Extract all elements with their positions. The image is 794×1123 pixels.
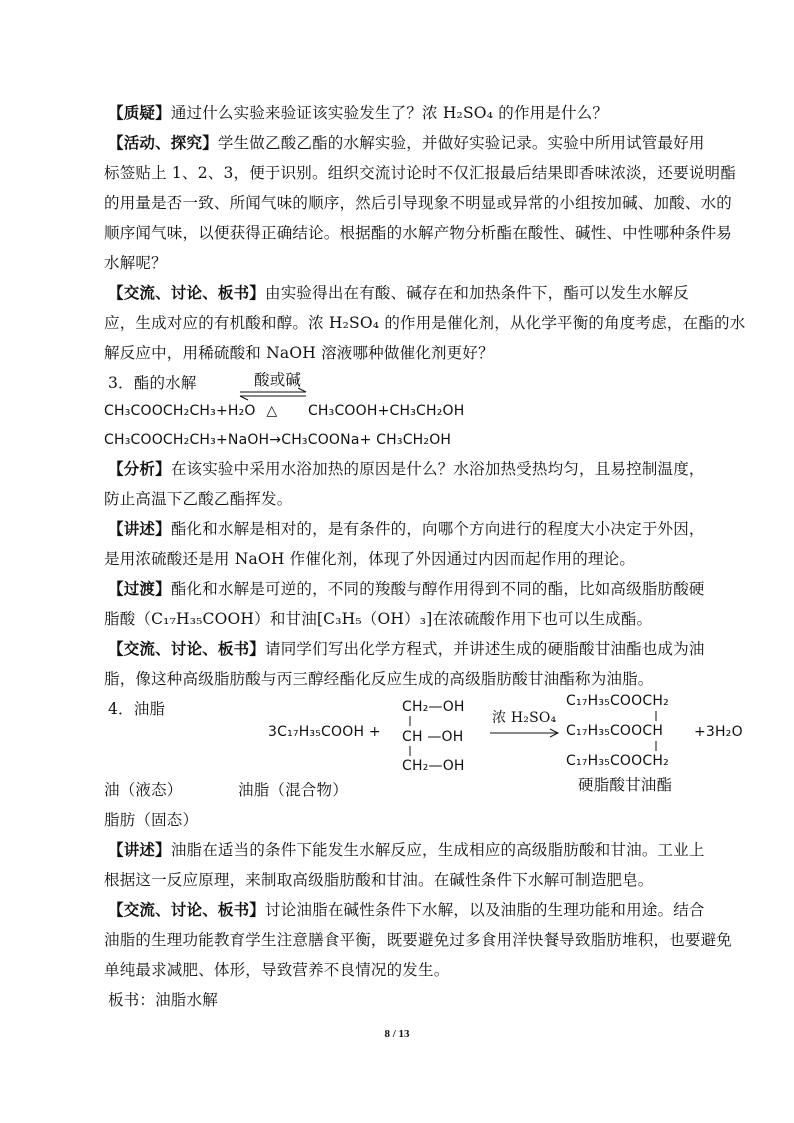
paragraph-text: 通过什么实验来验证该实验发生了？浓 H₂SO₄ 的作用是什么？ <box>170 104 609 122</box>
glycerol-row-1: CH₂—OH <box>402 699 465 715</box>
paragraph-discussion-line2: 应，生成对应的有机酸和醇。浓 H₂SO₄ 的作用是催化剂，从化学平衡的角度考虑，在酯的水 <box>104 314 746 332</box>
section-4-title: 4．油脂 <box>108 700 166 718</box>
paragraph-text: 讨论油脂在碱性条件下水解，以及油脂的生理功能和用途。结合 <box>265 901 705 919</box>
paragraph-text: 请同学们写出化学方程式，并讲述生成的硬脂酸甘油酯也成为油 <box>265 640 705 658</box>
paragraph-discussion-line3: 解反应中，用稀硫酸和 NaOH 溶液哪种做催化剂更好？ <box>104 344 494 362</box>
paragraph-transition-line2: 脂酸（C₁₇H₃₅COOH）和甘油[C₃H₅（OH）₃]在浓硫酸作用下也可以生成酯。 <box>104 610 653 628</box>
section-tag: 【过渡】 <box>108 579 171 598</box>
paragraph-text: 油脂在适当的条件下能发生水解反应，生成相应的高级脂肪酸和甘油。工业上 <box>170 841 705 859</box>
paragraph-lecture-line2: 是用浓硫酸还是用 NaOH 作催化剂，体现了外因通过内因而起作用的理论。 <box>104 550 636 568</box>
paragraph-lecture2-line1 <box>108 840 705 860</box>
paragraph-analysis-line2: 防止高温下乙酸乙酯挥发。 <box>104 490 293 508</box>
section-tag: 【活动、探究】 <box>108 133 218 152</box>
section-tag: 【质疑】 <box>108 103 171 122</box>
paragraph-text: 由实验得出在有酸、碱存在和加热条件下，酯可以发生水解反 <box>265 284 689 302</box>
reaction-condition: 酸或碱 <box>254 371 302 389</box>
equation-reactant-acid: 3C₁₇H₃₅COOH + <box>268 724 381 740</box>
product-row-1: C₁₇H₃₅COOCH₂ <box>566 693 669 709</box>
section-tag: 【交流、讨论、板书】 <box>108 900 266 919</box>
glycerol-row-2: CH —OH <box>402 729 464 745</box>
paragraph-activity-line3: 的用量是否一致、所闻气味的顺序，然后引导现象不明显或异常的小组按加碱、加酸、水的 <box>104 194 733 212</box>
paragraph-activity-line2: 标签贴上 1、2、3，便于识别。组织交流讨论时不仅汇报最后结果即香味浓淡，还要说明酯 <box>104 164 736 182</box>
paragraph-text: 在该实验中采用水浴加热的原因是什么？水浴加热受热均匀，且易控制温度， <box>170 460 705 478</box>
paragraph-activity-line4: 顺序闻气味，以便获得正确结论。根据酯的水解产物分析酯在酸性、碱性、中性哪种条件易 <box>104 224 733 242</box>
section-tag: 【分析】 <box>108 459 171 478</box>
catalyst-label: 浓 H₂SO₄ <box>492 710 557 726</box>
oil-label: 油（液态） <box>104 781 183 799</box>
section-tag: 【交流、讨论、板书】 <box>108 639 266 658</box>
paragraph-board2-line3: 单纯最求减肥、体形，导致营养不良情况的发生。 <box>104 961 450 979</box>
page-number: 8 / 13 <box>384 1028 410 1040</box>
section-3-title: 3．酯的水解 <box>108 374 197 392</box>
paragraph-text: 酯化和水解是可逆的，不同的羧酸与醇作用得到不同的酯，比如高级脂肪酸硬 <box>170 580 705 598</box>
product-row-3: C₁₇H₃₅COOCH₂ <box>566 753 669 769</box>
equation-left: CH₃COOCH₂CH₃+H₂O <box>104 403 256 419</box>
grease-label: 油脂（混合物） <box>238 781 348 799</box>
product-water: +3H₂O <box>694 724 743 740</box>
fat-label: 脂肪（固态） <box>104 811 199 829</box>
paragraph-board2-line2: 油脂的生理功能教育学生注意膳食平衡，既要避免过多食用洋快餐导致脂肪堆积，也要避免 <box>104 931 733 949</box>
section-tag: 【交流、讨论、板书】 <box>108 283 266 302</box>
product-name: 硬脂酸甘油酯 <box>578 776 673 794</box>
paragraph-board-line2: 脂，像这种高级脂肪酸与丙三醇经酯化反应生成的高级脂肪酸甘油酯称为油脂。 <box>104 670 654 688</box>
equation-right: CH₃COOH+CH₃CH₂OH <box>307 403 465 419</box>
product-row-2: C₁₇H₃₅COOCH <box>566 723 664 739</box>
board-note: 板书：油脂水解 <box>108 991 218 1009</box>
paragraph-activity-line5: 水解呢？ <box>104 254 167 272</box>
heat-symbol: △ <box>266 403 278 419</box>
glycerol-row-3: CH₂—OH <box>402 758 465 774</box>
section-tag: 【讲述】 <box>108 840 171 859</box>
equation-hydrolysis-base: CH₃COOCH₂CH₃+NaOH→CH₃COONa+ CH₃CH₂OH <box>104 432 452 448</box>
paragraph-lecture2-line2: 根据这一反应原理，来制取高级脂肪酸和甘油。在碱性条件下水解可制造肥皂。 <box>104 871 654 889</box>
paragraph-text: 酯化和水解是相对的，是有条件的，向哪个方向进行的程度大小决定于外因， <box>170 520 705 538</box>
paragraph-board2-line1 <box>108 900 705 920</box>
paragraph-text: 学生做乙酸乙酯的水解实验，并做好实验记录。实验中所用试管最好用 <box>217 134 705 152</box>
section-tag: 【讲述】 <box>108 519 171 538</box>
